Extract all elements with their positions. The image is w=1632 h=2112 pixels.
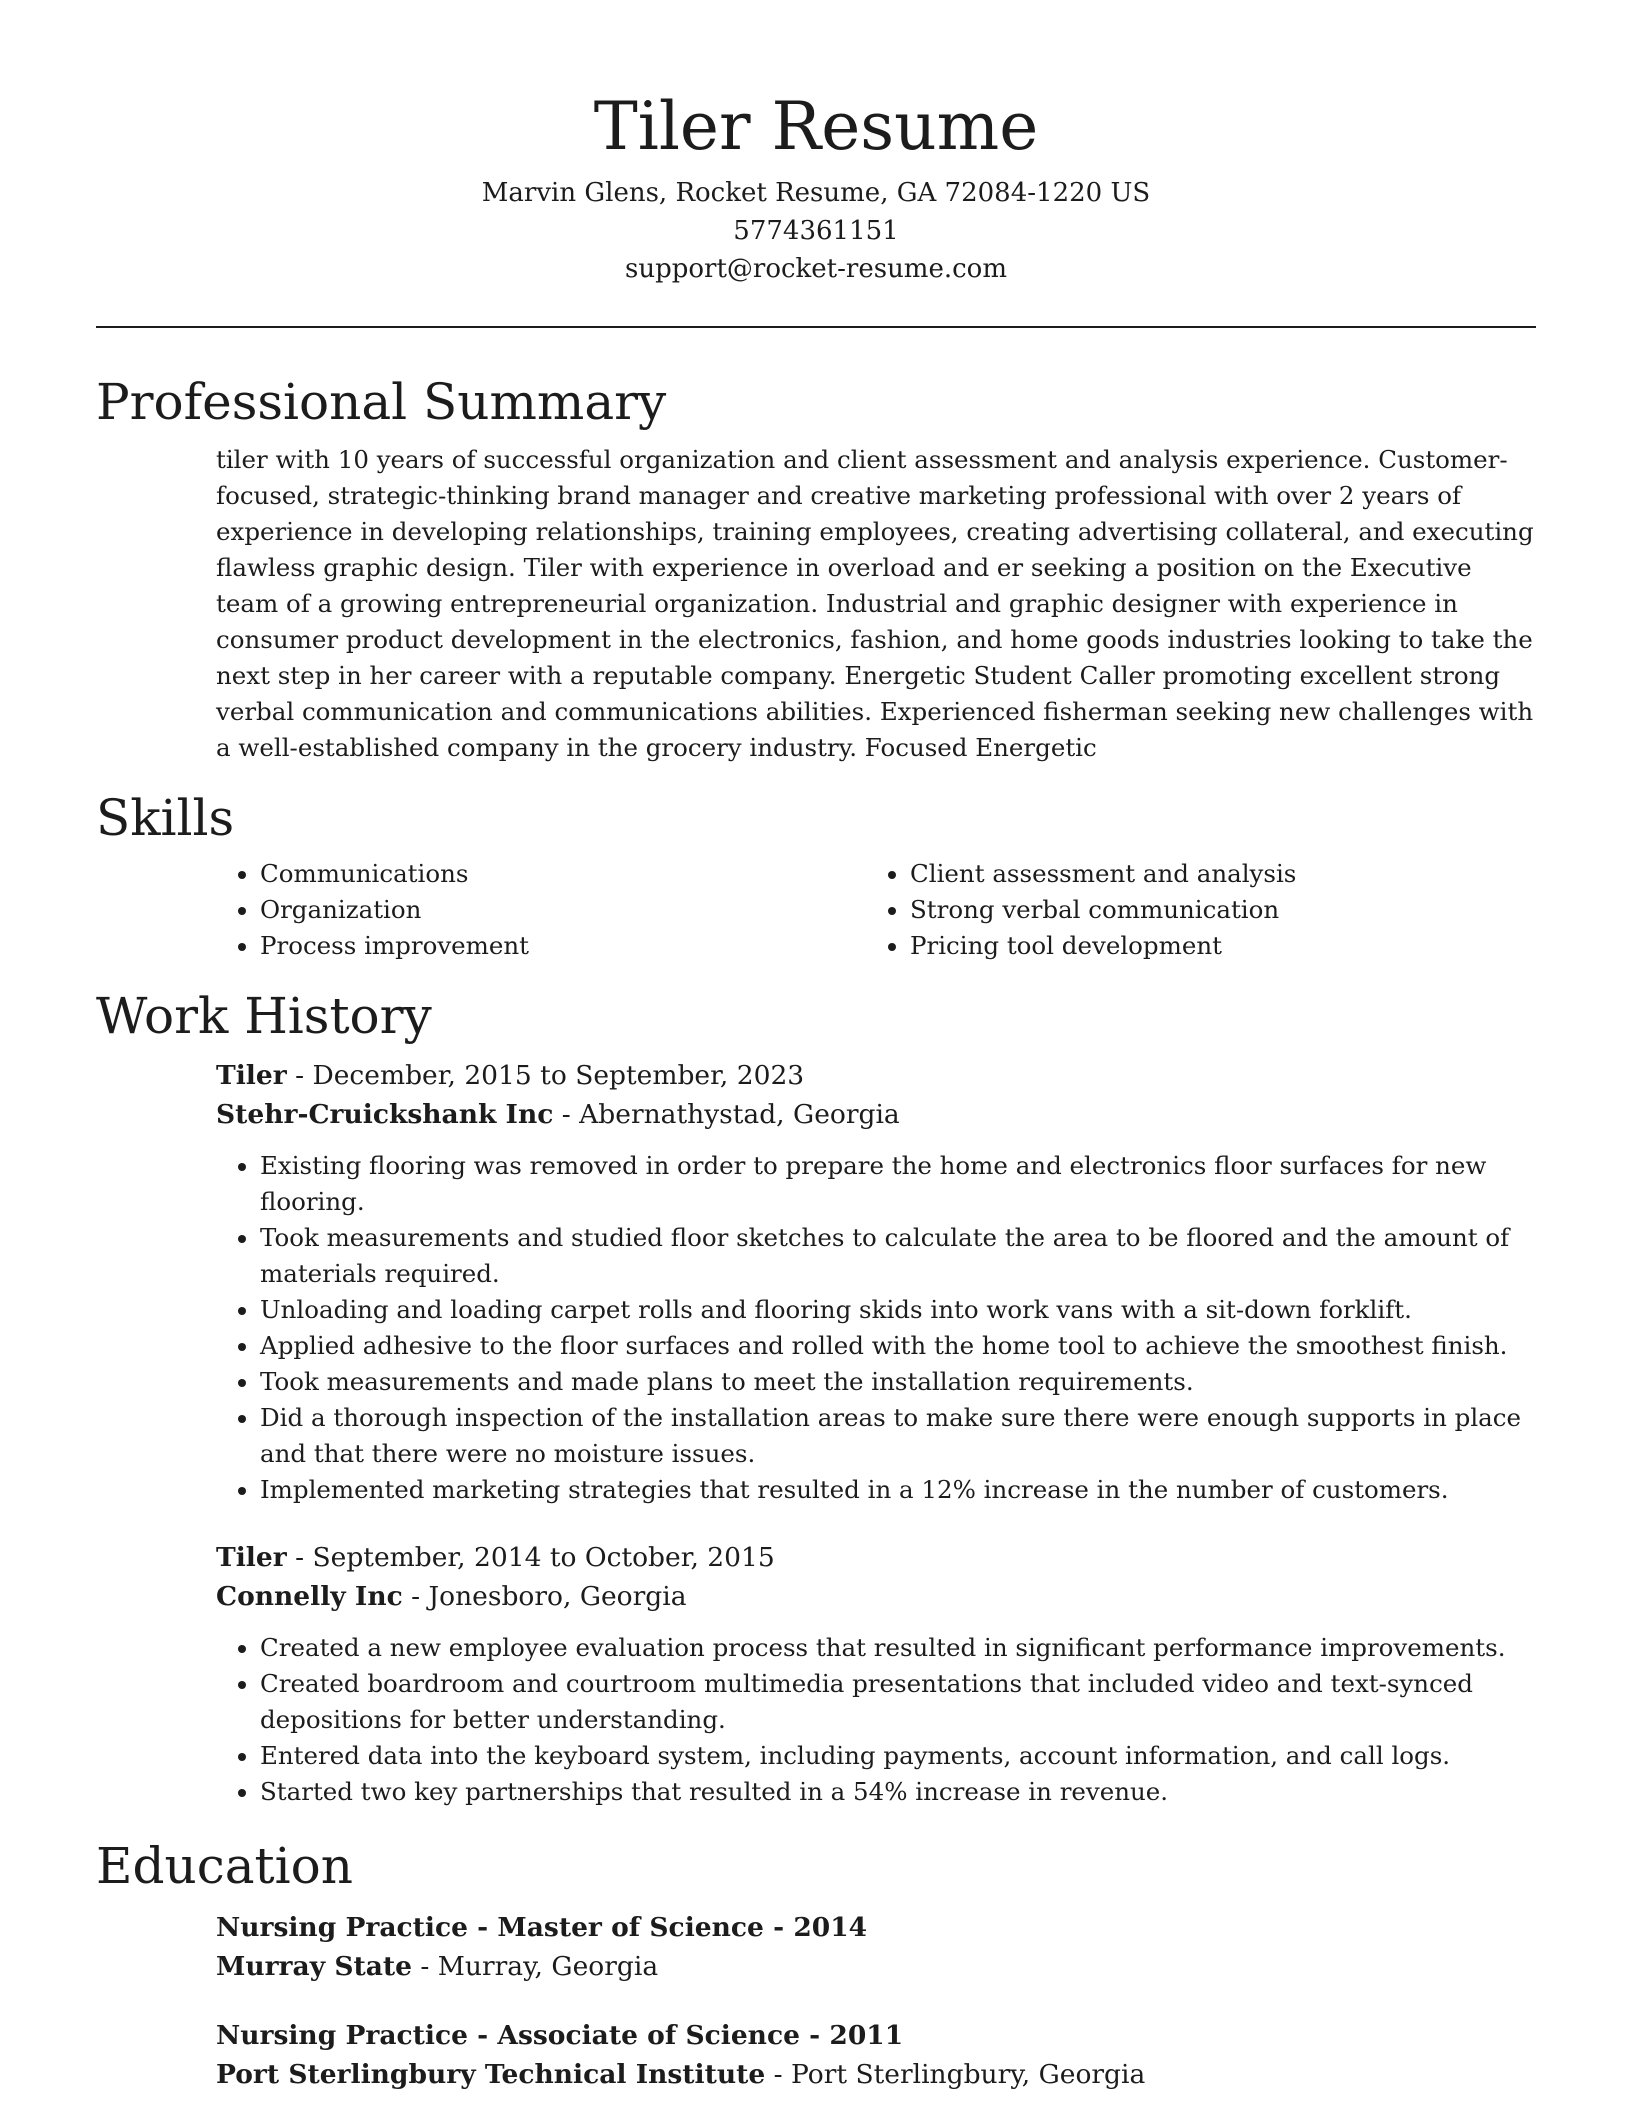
job-role: Tiler <box>216 1060 287 1091</box>
job-company: Connelly Inc <box>216 1581 403 1612</box>
degree-text: Nursing Practice - Associate of Science - 2011 <box>216 2020 904 2051</box>
school-name: Murray State <box>216 1951 412 1982</box>
education-heading: Education <box>96 1837 353 1895</box>
skill-item: • Strong verbal communication <box>910 892 1516 928</box>
job-duty: • Created a new employee evaluation process that resulted in significant performance improvements. <box>260 1630 1536 1666</box>
work-history-heading: Work History <box>96 987 432 1045</box>
summary-heading: Professional Summary <box>96 373 667 431</box>
contact-email: support@rocket-resume.com <box>624 254 1007 284</box>
job-company: Stehr-Cruickshank Inc <box>216 1099 554 1130</box>
job-duty: • Took measurements and studied floor sketches to calculate the area to be floored and the amount of materials required. <box>260 1220 1536 1292</box>
job-duty: • Applied adhesive to the floor surfaces and rolled with the home tool to achieve the smoothest finish. <box>260 1328 1536 1364</box>
skills-list-right <box>866 856 1516 964</box>
job-entry <box>216 1056 1536 1508</box>
job-title-line <box>216 1056 1536 1095</box>
job-duty: • Took measurements and made plans to meet the installation requirements. <box>260 1364 1536 1400</box>
skill-item: • Pricing tool development <box>910 928 1516 964</box>
job-duty: • Entered data into the keyboard system, including payments, account information, and call logs. <box>260 1738 1536 1774</box>
skills-list-left <box>216 856 866 964</box>
education-entry <box>216 2016 1536 2094</box>
summary-text: tiler with 10 years of successful organization and client assessment and analysis experience. Customer-focused, strategic-thinking brand manager and creative marketing professional with over 2 years of experience in developing relationships, training employees, creating advertising collateral, and executing flawless graphic design. Tiler with experience in overload and er seeking a position on the Executive team of a growing entrepreneurial organization. Industrial and graphic designer with experience in consumer product development in the electronics, fashion, and home goods industries looking to take the next step in her career with a reputable company. Energetic Student Caller promoting excellent strong verbal communication and communications abilities. Experienced fisherman seeking new challenges with a well-established company in the grocery industry. Focused Energetic <box>216 445 1534 762</box>
job-entry <box>216 1538 1536 1810</box>
school-location: - Port Sterlingbury, Georgia <box>765 2059 1146 2090</box>
job-title-line <box>216 1538 1536 1577</box>
resume-title: Tiler Resume <box>593 88 1039 165</box>
skills-section <box>216 856 1536 964</box>
job-dates: - December, 2015 to September, 2023 <box>286 1060 805 1091</box>
education-degree <box>216 1908 1536 1947</box>
education-entry <box>216 1908 1536 1986</box>
skill-item: • Communications <box>260 856 866 892</box>
education-school-line <box>216 2055 1536 2094</box>
education-degree <box>216 2016 1536 2055</box>
education-school-line <box>216 1947 1536 1986</box>
skill-item: • Process improvement <box>260 928 866 964</box>
job-duty: • Started two key partnerships that resulted in a 54% increase in revenue. <box>260 1774 1536 1810</box>
job-location: - Jonesboro, Georgia <box>402 1581 687 1612</box>
job-company-line <box>216 1577 1536 1616</box>
job-duty: • Created boardroom and courtroom multimedia presentations that included video and text-synced depositions for better understanding. <box>260 1666 1536 1738</box>
skill-item: • Organization <box>260 892 866 928</box>
header-divider <box>96 326 1536 328</box>
job-duty: • Existing flooring was removed in order to prepare the home and electronics floor surfaces for new flooring. <box>260 1148 1536 1220</box>
job-duty: • Did a thorough inspection of the installation areas to make sure there were enough supports in place and that there were no moisture issues. <box>260 1400 1536 1472</box>
resume-header <box>96 0 1536 288</box>
contact-phone: 5774361151 <box>733 216 899 246</box>
job-duty: • Unloading and loading carpet rolls and flooring skids into work vans with a sit-down forklift. <box>260 1292 1536 1328</box>
job-duties-list <box>216 1630 1536 1810</box>
job-company-line <box>216 1095 1536 1134</box>
contact-info <box>96 174 1536 288</box>
summary-section <box>216 442 1536 766</box>
work-history-section <box>216 1056 1536 1810</box>
degree-text: Nursing Practice - Master of Science - 2014 <box>216 1912 868 1943</box>
skills-heading: Skills <box>96 789 235 847</box>
job-dates: - September, 2014 to October, 2015 <box>286 1542 775 1573</box>
job-duties-list <box>216 1148 1536 1508</box>
contact-address: Marvin Glens, Rocket Resume, GA 72084-1220 US <box>481 178 1151 208</box>
resume-page <box>96 0 1536 2094</box>
job-location: - Abernathystad, Georgia <box>553 1099 900 1130</box>
job-duty: • Implemented marketing strategies that resulted in a 12% increase in the number of customers. <box>260 1472 1536 1508</box>
school-location: - Murray, Georgia <box>411 1951 659 1982</box>
education-section <box>216 1908 1536 2094</box>
school-name: Port Sterlingbury Technical Institute <box>216 2059 766 2090</box>
job-role: Tiler <box>216 1542 287 1573</box>
skill-item: • Client assessment and analysis <box>910 856 1516 892</box>
